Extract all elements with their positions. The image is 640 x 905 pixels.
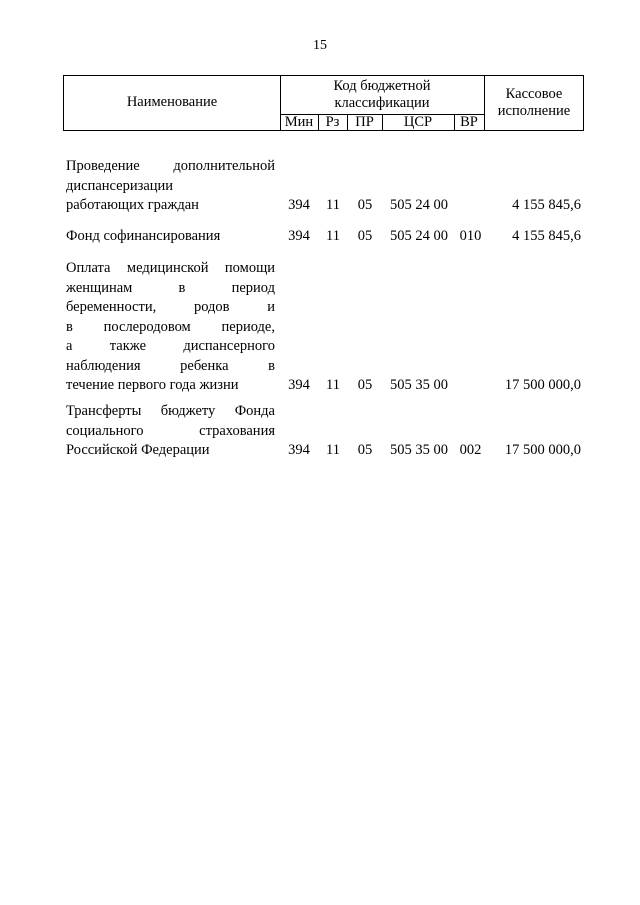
- header-vr: ВР: [460, 114, 478, 130]
- row-csr: 505 24 00: [390, 197, 448, 213]
- row-name-line: беременности, родов и: [66, 299, 275, 315]
- row-name-line: Оплата медицинской помощи: [66, 260, 275, 276]
- header-sum: [484, 86, 584, 120]
- row-min: 394: [288, 377, 310, 393]
- row-name-line: в послеродовом периоде,: [66, 318, 275, 335]
- row-min: 394: [288, 197, 310, 213]
- row-name-line: социального страхования: [66, 422, 275, 439]
- row-csr: 505 24 00: [390, 228, 448, 244]
- header-min: Мин: [284, 114, 314, 130]
- row-min: 394: [288, 442, 310, 458]
- row-name-line: Трансферты бюджету Фонда: [66, 403, 275, 419]
- row-name-line: Фонд софинансирования: [66, 228, 221, 244]
- row-name-line: Проведение дополнительной: [66, 158, 275, 174]
- row-name-line: диспансеризации: [66, 177, 174, 194]
- row-pr: 05: [357, 377, 373, 393]
- row-sum: 4 155 845,6: [512, 197, 581, 213]
- row-csr: 505 35 00: [390, 377, 448, 393]
- row-name: [66, 227, 275, 247]
- row-csr: 505 35 00: [390, 442, 448, 458]
- header-csr: ЦСР: [403, 114, 433, 130]
- header-code-group: [280, 78, 484, 112]
- row-name-line: наблюдения ребенка в: [66, 357, 275, 374]
- row-sum: 17 500 000,0: [504, 377, 581, 393]
- header-sum-line: исполнение: [497, 103, 571, 119]
- row-name-line: работающих граждан: [66, 197, 199, 213]
- row-name-line: а также диспансерного: [66, 338, 275, 354]
- row-sum: 17 500 000,0: [504, 442, 581, 458]
- row-name-line: течение первого года жизни: [66, 377, 239, 393]
- row-name: [66, 259, 275, 396]
- row-rz: 11: [326, 228, 340, 244]
- row-vr: 010: [459, 228, 482, 244]
- header-code-line: классификации: [334, 95, 430, 111]
- header-rz: Рз: [325, 114, 340, 130]
- row-name: [66, 402, 275, 461]
- row-name: [66, 157, 275, 216]
- row-rz: 11: [326, 442, 340, 458]
- row-name-line: женщинам в период: [66, 279, 275, 296]
- table-header: [63, 75, 584, 131]
- page-number: 15: [313, 38, 327, 53]
- row-pr: 05: [357, 442, 373, 458]
- header-code-line: Код бюджетной: [333, 78, 431, 94]
- row-rz: 11: [326, 197, 340, 213]
- row-min: 394: [288, 228, 310, 244]
- header-pr: ПР: [355, 114, 374, 130]
- row-vr: 002: [459, 442, 482, 458]
- row-pr: 05: [357, 228, 373, 244]
- header-name: Наименование: [126, 94, 218, 110]
- row-name-line: Российской Федерации: [66, 442, 210, 458]
- row-sum: 4 155 845,6: [512, 228, 581, 244]
- row-pr: 05: [357, 197, 373, 213]
- row-rz: 11: [326, 377, 340, 393]
- header-sum-line: Кассовое: [505, 86, 563, 102]
